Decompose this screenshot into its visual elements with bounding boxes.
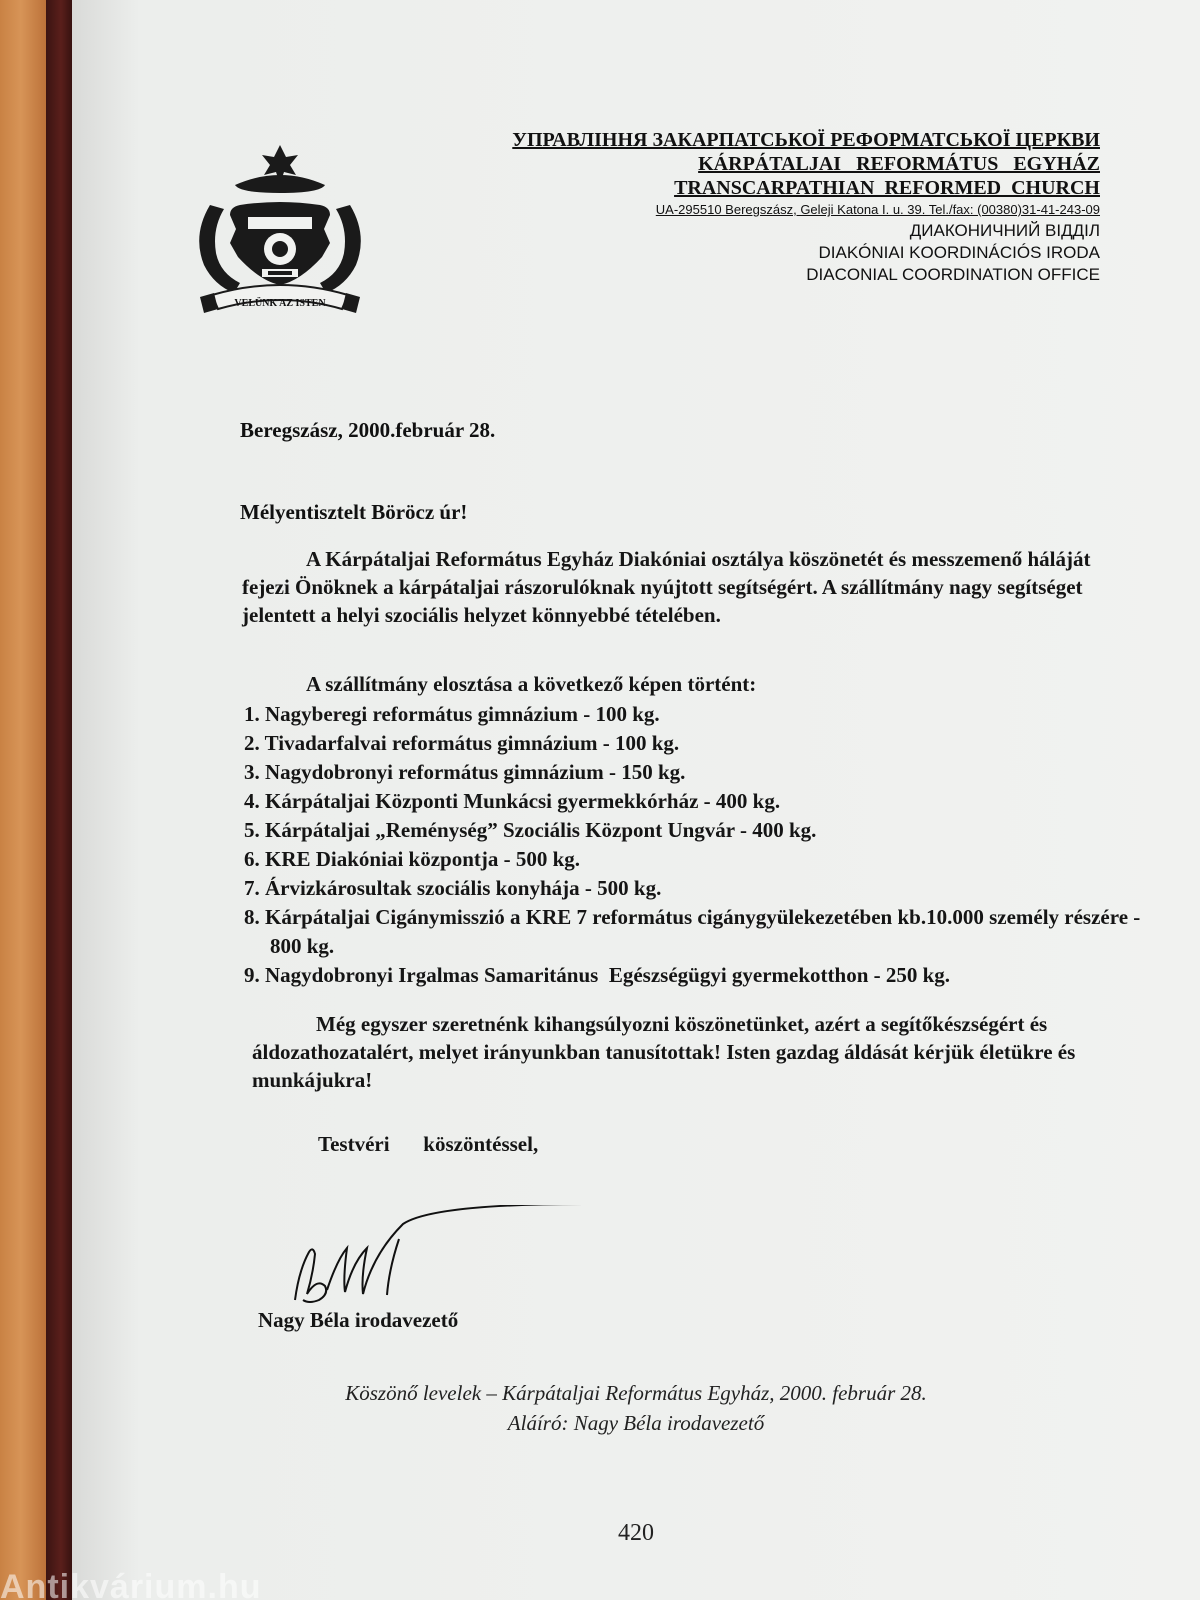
letterhead-department-ukrainian: ДИАКОНИЧНИЙ ВІДДІЛ — [909, 221, 1100, 240]
letter-paragraph-closing: Még egyszer szeretnénk kihangsúlyozni köszönetünket, azért a segítőkészségért és áldozathozatalért, melyet irányunkban tanusítottak! Isten gazdag áldását kérjük életükre és munkájukra! — [252, 1012, 1076, 1092]
distribution-list — [244, 700, 1164, 990]
handwritten-signature — [287, 1205, 607, 1315]
signer-name: Nagy Béla irodavezető — [258, 1308, 459, 1332]
list-item: 3. Nagydobronyi református gimnázium - 150 kg. — [244, 760, 686, 784]
page-number: 420 — [618, 1520, 654, 1546]
figure-caption — [72, 1378, 1200, 1438]
letterhead-department-english: DIACONIAL COORDINATION OFFICE — [806, 265, 1100, 284]
table-surface — [0, 0, 52, 1600]
list-item: 8. Kárpátaljai Cigánymisszió a KRE 7 református cigánygyülekezetében kb.10.000 személy részére - 800 kg. — [244, 905, 1141, 958]
letter-date: Beregszász, 2000.február 28. — [240, 418, 496, 442]
list-item: 5. Kárpátaljai „Reménység” Szociális Központ Ungvár - 400 kg. — [244, 818, 817, 842]
letter-paragraph-thanks: A Kárpátaljai Református Egyház Diakóniai osztálya köszönetét és messzemenő háláját fejezi Önöknek a kárpátaljai rászorulóknak nyújtott segítségért. A szállítmány nagy segítséget jelentett a helyi szociális helyzet könnyebbé tételében. — [242, 547, 1091, 627]
svg-text:VELÜNK AZ ISTEN: VELÜNK AZ ISTEN — [234, 298, 326, 309]
list-item: 4. Kárpátaljai Központi Munkácsi gyermekkórház - 400 kg. — [244, 789, 781, 813]
list-item: 9. Nagydobronyi Irgalmas Samaritánus Egészségügyi gyermekotthon - 250 kg. — [244, 963, 951, 987]
caption-line-1: Köszönő levelek – Kárpátaljai Református Egyház, 2000. február 28. — [345, 1381, 927, 1405]
list-item: 7. Árvizkárosultak szociális konyhája - 500 kg. — [244, 876, 662, 900]
list-item: 2. Tivadarfalvai református gimnázium - 100 kg. — [244, 731, 680, 755]
letter-closing: Testvéri köszöntéssel, — [318, 1132, 539, 1156]
letterhead-address: UA-295510 Beregszász, Geleji Katona I. u. 39. Tel./fax: (00380)31-41-243-09 — [655, 202, 1100, 217]
letterhead-department-hungarian: DIAKÓNIAI KOORDINÁCIÓS IRODA — [818, 243, 1100, 262]
distribution-intro: A szállítmány elosztása a következő képen történt: — [306, 672, 757, 696]
letter-salutation: Mélyentisztelt Böröcz úr! — [240, 500, 468, 524]
list-item: 6. KRE Diakóniai központja - 500 kg. — [244, 847, 581, 871]
watermark: Antikvárium.hu — [0, 1568, 262, 1600]
letterhead — [512, 128, 1100, 286]
book-page — [72, 0, 1200, 1600]
letterhead-name-ukrainian: УПРАВЛІННЯ ЗАКАРПАТСЬКОЇ РЕФОРМАТСЬКОЇ ЦЕРКВИ — [512, 129, 1100, 151]
caption-line-2: Aláíró: Nagy Béla irodavezető — [507, 1411, 765, 1435]
letterhead-name-english: TRANSCARPATHIAN REFORMED CHURCH — [674, 177, 1100, 199]
letterhead-name-hungarian: KÁRPÁTALJAI REFORMÁTUS EGYHÁZ — [698, 153, 1100, 175]
list-item: 1. Nagyberegi református gimnázium - 100 kg. — [244, 702, 660, 726]
church-coat-of-arms-logo — [190, 145, 370, 320]
